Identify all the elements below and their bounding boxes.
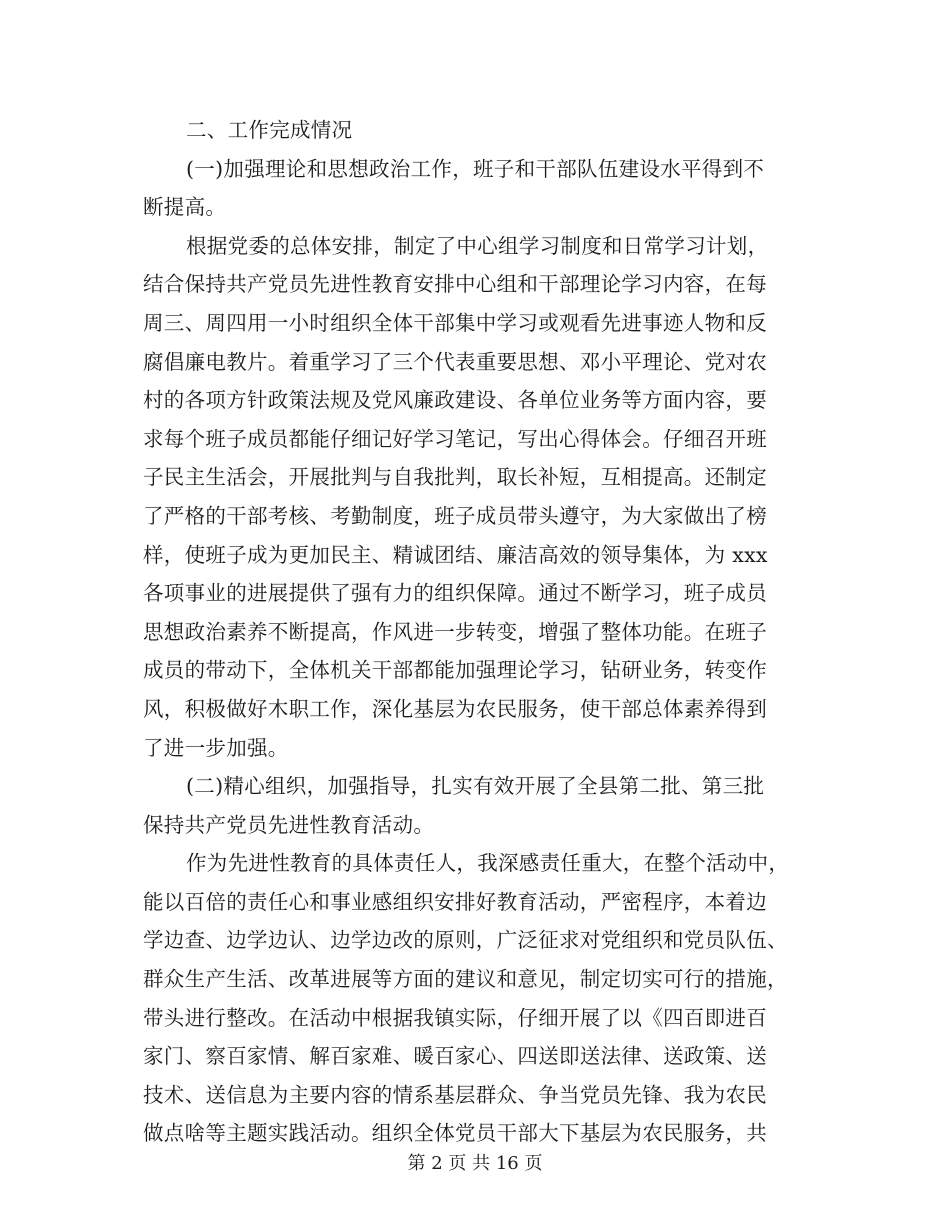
paragraph-line: 技术、送信息为主要内容的情系基层群众、争当党员先锋、我为农民: [143, 1082, 767, 1107]
paragraph-line: 了严格的干部考核、考勤制度，班子成员带头遵守，为大家做出了榜: [143, 503, 767, 528]
paragraph-line: 风，积极做好木职工作，深化基层为农民服务，使干部总体素养得到: [143, 696, 767, 721]
paragraph-line: 能以百倍的责任心和事业感组织安排好教育活动，严密程序，本着边: [143, 889, 767, 914]
paragraph-line: 样，使班子成为更加民主、精诚团结、廉洁高效的领导集体，为 xxx: [143, 542, 768, 567]
paragraph-line: 子民主生活会，开展批判与自我批判，取长补短，互相提高。还制定: [143, 465, 767, 490]
section-heading: 二、工作完成情况: [186, 118, 353, 142]
paragraph-line: 群众生产生活、改革进展等方面的建议和意见，制定切实可行的措施，: [143, 967, 788, 992]
paragraph-line: 思想政治素养不断提高，作风进一步转变，增强了整体功能。在班子: [143, 619, 767, 644]
paragraph-line: 周三、周四用一小时组织全体干部集中学习或观看先进事迹人物和反: [143, 310, 767, 335]
paragraph-line: 村的各项方针政策法规及党风廉政建设、各单位业务等方面内容，要: [143, 388, 767, 413]
paragraph-line: 根据党委的总体安排，制定了中心组学习制度和日常学习计划，: [186, 233, 769, 258]
paragraph-line: 带头进行整改。在活动中根据我镇实际，仔细开展了以《四百即进百: [143, 1005, 767, 1030]
paragraph-line: 求每个班子成员都能仔细记好学习笔记，写出心得体会。仔细召开班: [143, 426, 767, 451]
paragraph-line: 学边查、边学边认、边学边改的原则，广泛征求对党组织和党员队伍、: [143, 928, 788, 953]
paragraph-line: 了进一步加强。: [143, 735, 289, 760]
page-number-footer: 第 2 页 共 16 页: [407, 1153, 543, 1174]
document-body: [143, 111, 808, 1153]
subsection-heading-2: (二)精心组织，加强指导，扎实有效开展了全县第二批、第三批: [186, 774, 765, 799]
paragraph-line: 作为先进性教育的具体责任人，我深感责任重大，在整个活动中，: [186, 851, 790, 876]
paragraph-line: 腐倡廉电教片。着重学习了三个代表重要思想、邓小平理论、党对农: [143, 349, 767, 374]
subsection-heading-1: (一)加强理论和思想政治工作，班子和干部队伍建设水平得到不: [186, 156, 765, 181]
paragraph-line: 结合保持共产党员先进性教育安排中心组和干部理论学习内容，在每: [143, 272, 767, 297]
paragraph-line: 做点啥等主题实践活动。组织全体党员干部大下基层为农民服务，共: [143, 1121, 767, 1146]
paragraph-line: 各项事业的进展提供了强有力的组织保障。通过不断学习，班子成员: [143, 581, 767, 606]
subsection-heading-1-cont: 断提高。: [143, 195, 227, 220]
paragraph-line: 成员的带动下，全体机关干部都能加强理论学习，钻研业务，转变作: [143, 658, 767, 683]
subsection-heading-2-cont: 保持共产党员先进性教育活动。: [143, 812, 435, 837]
paragraph-line: 家门、察百家情、解百家难、暖百家心、四送即送法律、送政策、送: [143, 1044, 767, 1069]
